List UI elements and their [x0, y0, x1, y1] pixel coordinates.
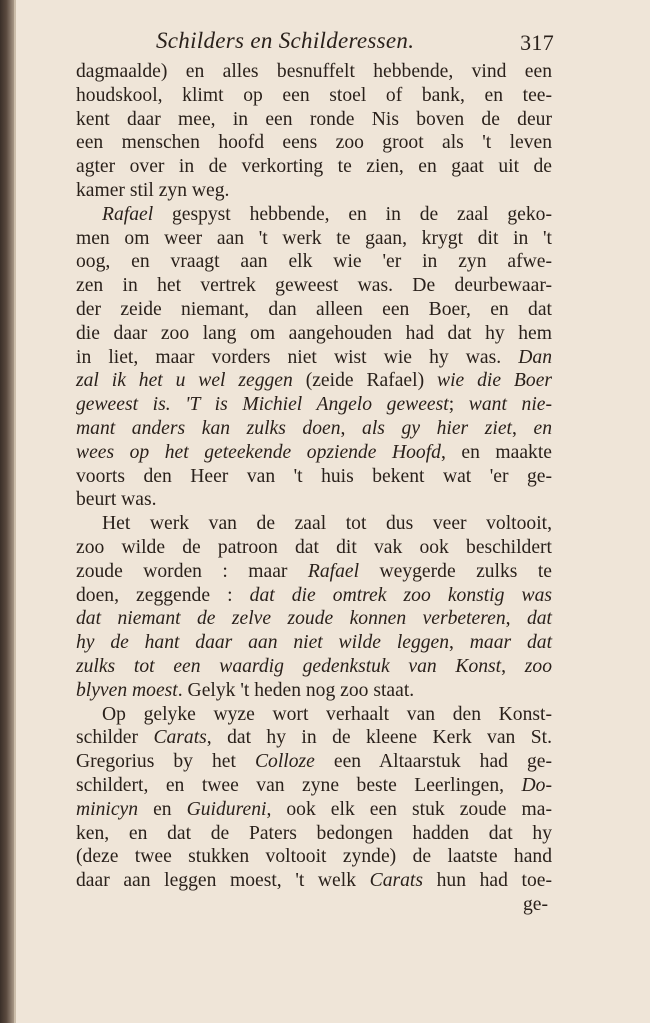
text-line [76, 584, 552, 608]
text-run: kent daar mee, in een ronde Nis boven de deur [76, 108, 552, 130]
text-run: gespyst hebbende, en in de zaal geko- [153, 203, 552, 225]
text-run: , [512, 417, 534, 439]
text-run: en [138, 798, 187, 820]
italic-text: wees op het geteekende opziende Hoofd [76, 441, 441, 463]
page-edge [14, 0, 16, 1023]
text-run: , [501, 655, 525, 677]
running-head [76, 28, 552, 60]
italic-text: maar dat [469, 632, 553, 654]
text-run: voorts den Heer van 't huis bekent wat 'er ge- [76, 465, 552, 487]
italic-text: dat die omtrek zoo konstig was [249, 584, 552, 606]
text-line [76, 560, 552, 584]
italic-text: dat [526, 608, 552, 630]
text-line [76, 512, 552, 536]
text-run: houdskool, klimt op een stoel of bank, en tee- [76, 84, 552, 106]
text-line [76, 155, 552, 179]
italic-text: Carats [369, 870, 423, 892]
text-run: , [505, 608, 527, 630]
italic-text: Do- [521, 774, 552, 796]
text-run: schilder [76, 727, 154, 749]
italic-text: hy de hant daar aan niet wilde leggen [76, 632, 450, 654]
text-line [76, 203, 552, 227]
text-run: , ook elk een stuk zoude ma- [266, 798, 552, 820]
text-line [76, 726, 552, 750]
italic-text: Rafael [307, 560, 360, 582]
text-line [76, 465, 552, 489]
text-line [76, 60, 552, 84]
italic-text: en [533, 417, 553, 439]
italic-text: Carats [153, 727, 207, 749]
text-run: een Altaarstuk had ge- [314, 751, 552, 773]
text-run: (zeide Rafael) [292, 370, 437, 392]
italic-text: Rafael [102, 203, 154, 225]
page-number: 317 [520, 30, 554, 55]
text-run: zoude worden : maar [76, 560, 308, 582]
text-line [76, 84, 552, 108]
text-line [76, 250, 552, 274]
text-run: ken, en dat de Paters bedongen hadden dat hy [76, 822, 552, 844]
text-line [76, 274, 552, 298]
italic-text: zoo [524, 655, 552, 677]
text-run: , [449, 632, 470, 654]
text-line [76, 845, 552, 869]
text-run: , [340, 417, 363, 439]
text-run: Het werk van de zaal tot dus veer voltooit, [102, 513, 552, 535]
text-run: men om weer aan 't werk te gaan, krygt dit in 't [76, 227, 552, 249]
italic-text: mant anders kan zulks doen [76, 417, 341, 439]
text-line [76, 417, 552, 441]
text-line [76, 298, 552, 322]
text-run: kamer stil zyn weg. [76, 179, 230, 201]
text-run: beurt was. [76, 489, 157, 511]
text-run: weygerde zulks te [359, 560, 552, 582]
text-block [76, 60, 552, 893]
text-run: Op gelyke wyze wort verhaalt van den Konst- [102, 703, 552, 725]
italic-text: zal ik het u wel zeggen [76, 370, 293, 392]
text-run: dagmaalde) en alles besnuffelt hebbende, vind een [76, 61, 552, 82]
text-line [76, 774, 552, 798]
text-run: der zeide niemant, dan alleen een Boer, en dat [76, 298, 552, 320]
text-line [76, 655, 552, 679]
catchword: ge- [522, 893, 548, 915]
book-page [76, 28, 552, 917]
text-line [76, 227, 552, 251]
text-line [76, 179, 552, 203]
italic-text: zulks tot een waardig gedenkstuk van Konst [76, 655, 502, 677]
text-line [76, 393, 552, 417]
text-line [76, 607, 552, 631]
text-line [76, 750, 552, 774]
text-run: in liet, maar vorders niet wist wie hy was. [76, 346, 519, 368]
text-line [76, 369, 552, 393]
text-run: een menschen hoofd eens zoo groot als 't leven [76, 132, 552, 154]
italic-text: Dan [518, 346, 552, 368]
text-run: zen in het vertrek geweest was. De deurbewaar- [76, 275, 552, 297]
text-line [76, 631, 552, 655]
italic-text: minicyn [76, 798, 139, 820]
text-run: oog, en vraagt aan elk wie 'er in zyn afwe- [76, 251, 552, 273]
book-gutter-shadow [0, 0, 14, 1023]
italic-text: Guidureni [186, 798, 267, 820]
text-run: hun had toe- [422, 870, 552, 892]
text-line [76, 679, 552, 703]
italic-text: want nie- [468, 394, 552, 416]
italic-text: geweest is. 'T is Michiel Angelo geweest [76, 394, 449, 416]
text-line [76, 536, 552, 560]
italic-text: dat niemant de zelve zoude konnen verbeteren [76, 608, 506, 630]
running-head-title: Schilders en Schilderessen. [156, 28, 415, 53]
italic-text: wie die Boer [437, 370, 553, 392]
text-run: schildert, en twee van zyne beste Leerlingen, [76, 774, 522, 796]
text-line [76, 441, 552, 465]
text-run: , dat hy in de kleene Kerk van St. [206, 727, 552, 749]
text-line [76, 703, 552, 727]
text-run: agter over in de verkorting te zien, en gaat uit de [76, 156, 552, 178]
text-run: ; [448, 394, 469, 416]
text-run: . Gelyk 't heden nog zoo staat. [177, 679, 415, 701]
text-run: die daar zoo lang om aangehouden had dat hy hem [76, 322, 552, 344]
text-run: doen, zeggende : [76, 584, 250, 606]
text-line [76, 822, 552, 846]
text-line [76, 488, 552, 512]
text-run: , en maakte [440, 441, 552, 463]
text-line [76, 131, 552, 155]
italic-text: als gy hier ziet [362, 417, 513, 439]
italic-text: Colloze [254, 751, 315, 773]
text-line [76, 322, 552, 346]
text-line [76, 346, 552, 370]
text-line [76, 869, 552, 893]
text-run: zoo wilde de patroon dat dit vak ook beschildert [76, 536, 552, 558]
text-line [76, 108, 552, 132]
text-line [76, 798, 552, 822]
text-run: Gregorius by het [76, 751, 255, 773]
text-run: (deze twee stukken voltooit zynde) de laatste hand [76, 846, 552, 868]
text-run: daar aan leggen moest, 't welk [76, 870, 370, 892]
italic-text: blyven moest [76, 679, 178, 701]
